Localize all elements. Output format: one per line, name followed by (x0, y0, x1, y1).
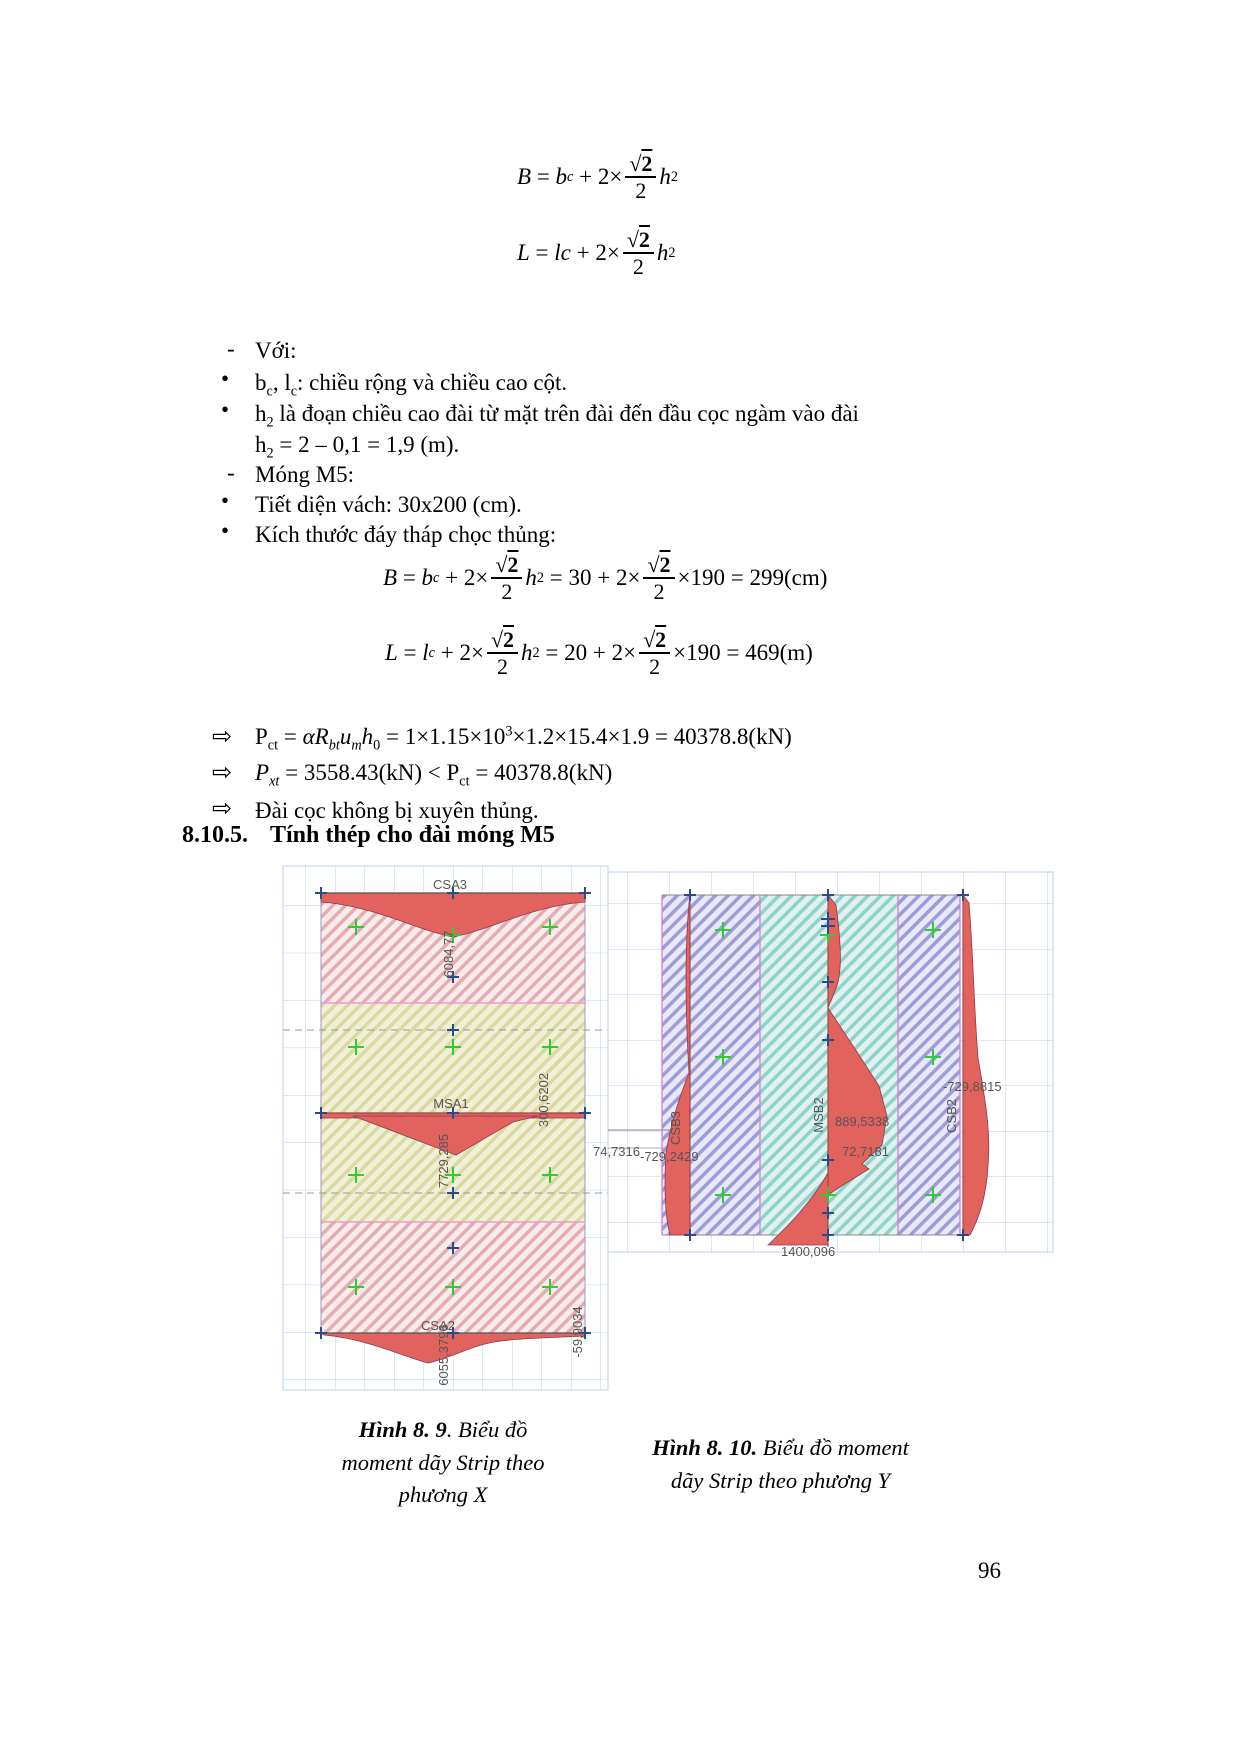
formula-term: L (517, 240, 530, 266)
formula-sub: c (567, 168, 574, 185)
strip-band-purple-right (898, 895, 960, 1235)
section-title: Tính thép cho đài móng M5 (270, 822, 555, 848)
moment-value-csb2: -729,8815 (943, 1079, 1002, 1094)
strip-label-csb2: CSB2 (944, 1099, 959, 1133)
formula-B-calculation: B = b c + 2× $\frac{√2}{2}$ h 2 = 30 + 2× $\frac{√2}{2}$ ×190 = 299(cm) (383, 552, 828, 605)
bullet-marker: • (221, 366, 230, 391)
radicand: 2 (638, 227, 650, 252)
arrow-icon: ⇨ (212, 758, 233, 786)
strip-label-csa3: CSA3 (433, 877, 467, 892)
formula-term: + 2× (570, 240, 620, 266)
formula-term: h (656, 240, 669, 266)
caption-figure-8-10: Hình 8. 10. Biểu đồ moment dãy Strip theo phương Y (652, 1435, 909, 1493)
caption-figure-8-9: Hình 8. 9. Biểu đồ moment dãy Strip theo phương X (341, 1417, 545, 1508)
moment-value-bottom-left: 74,7316 (593, 1144, 640, 1159)
conclusion-pct: $P_{ct} = \alpha R_{bt}u_mh_0 = 1\times 1.15\times 10^3\times 1.2\times 15.4\times 1.9 = 40378.8(kN)$ (255, 723, 792, 754)
formula-L-calculation: L = l c + 2× $\frac{√2}{2}$ h 2 = 20 + 2× $\frac{√2}{2}$ ×190 = 469(m) (385, 627, 813, 680)
moment-value-bottom-right: 72,7181 (842, 1144, 889, 1159)
formula-L-definition (517, 228, 676, 278)
list-item-mong-m5: Móng M5: (255, 462, 355, 487)
conclusion-no-punching: Đài cọc không bị xuyên thủng. (255, 798, 539, 823)
fraction: $\frac{√2}{2}$ (491, 553, 522, 603)
moment-value-csa2: 6055,3796 (436, 1324, 451, 1386)
conclusion-pxt: $P_{xt} = 3558.43(kN) < P_{ct} = 40378.8(kN)$ (255, 760, 613, 790)
moment-value-msa1: 7729,285 (436, 1133, 451, 1189)
fraction: $\frac{√2}{2}$ (487, 628, 518, 678)
page-number: 96 (978, 1558, 1001, 1583)
fraction (625, 152, 656, 202)
radicand: 2 (641, 151, 653, 176)
strip-band-pink-bottom (321, 1222, 585, 1333)
list-item-voi: Với: (255, 338, 297, 363)
dash-marker: - (227, 460, 235, 485)
list-item-bc-lc: $b_c$, $l_c$: chiều rộng và chiều cao cột. (255, 370, 568, 400)
formula-term: + 2× (573, 164, 623, 190)
bullet-marker: • (221, 518, 230, 543)
denominator: 2 (635, 178, 647, 204)
fraction: $\frac{√2}{2}$ (639, 628, 670, 678)
radical: √ (626, 227, 639, 252)
formula-term: h (659, 164, 671, 190)
arrow-icon: ⇨ (212, 722, 233, 750)
bullet-marker: • (221, 488, 230, 513)
strip-label-csb3: CSB3 (668, 1111, 683, 1145)
section-heading (182, 822, 555, 849)
moment-value-msb2: 889,5338 (835, 1114, 890, 1129)
formula-term: lc (554, 240, 571, 266)
list-item-h2-line2: $h_2 = 2 - 0,1 = 1,9$ (m). (255, 432, 460, 462)
moment-value-csa3: 6084,77 (441, 930, 456, 978)
section-number: 8.10.5. (182, 822, 248, 848)
moment-diagram-y (585, 858, 1065, 1263)
figure-moment-strip-x (276, 858, 616, 1403)
moment-value-csa2-right: -59,9034 (570, 1306, 585, 1358)
formula-B-definition (517, 152, 678, 202)
fraction: $\frac{√2}{2}$ (643, 553, 674, 603)
figure-moment-strip-y (585, 858, 1065, 1263)
denominator: 2 (632, 254, 644, 280)
radical: √ (629, 151, 642, 176)
moment-value-msa1-right: 300,6202 (536, 1072, 551, 1128)
list-item-tiet-dien: Tiết diện vách: 30x200 (cm). (255, 492, 522, 517)
moment-diagram-x (276, 858, 616, 1403)
formula-sub: 2 (668, 244, 676, 261)
bullet-marker: • (221, 397, 230, 422)
formula-term: B (517, 164, 532, 190)
strip-label-msa1: MSA1 (433, 1096, 469, 1111)
formula-term: b (555, 164, 568, 190)
dash-marker: - (227, 336, 235, 361)
fraction (623, 228, 654, 278)
strip-label-csa2: CSA2 (421, 1318, 455, 1333)
formula-term: = (531, 164, 556, 190)
strip-label-msb2: MSB2 (811, 1097, 826, 1133)
moment-value-msb2-bottom: 1400,096 (781, 1244, 836, 1259)
list-item-h2: $h_2$ là đoạn chiều cao đài từ mặt trên đài đến đầu cọc ngàm vào đài (255, 401, 859, 431)
moment-value-csb3: -729,2429 (640, 1149, 699, 1164)
formula-term: = (529, 240, 555, 266)
list-item-kich-thuoc: Kích thước đáy tháp chọc thủng: (255, 522, 557, 547)
arrow-icon: ⇨ (212, 794, 233, 822)
formula-sub: 2 (670, 168, 679, 185)
